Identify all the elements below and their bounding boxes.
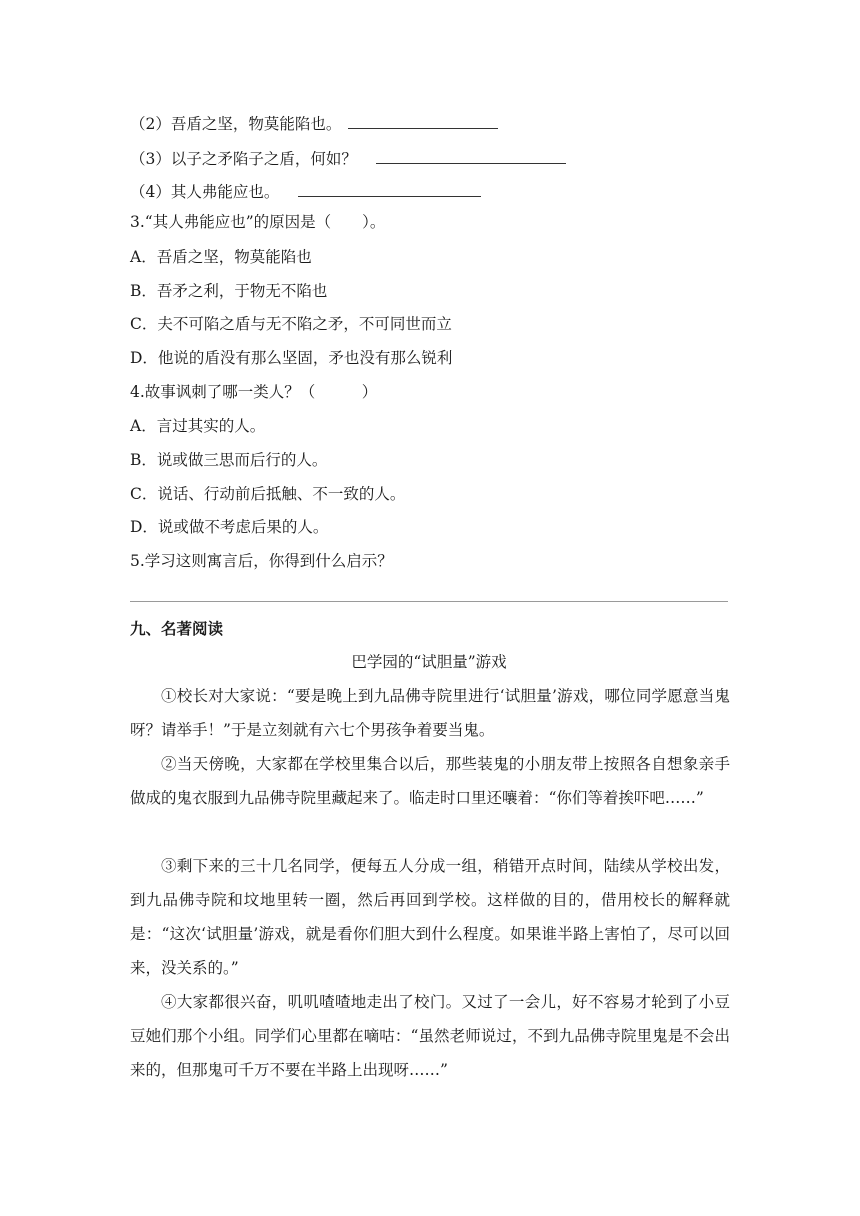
- q4-option-a: A．言过其实的人。: [130, 417, 266, 435]
- q3-option-b: B．吾矛之利，于物无不陷也: [130, 282, 328, 300]
- q2-item-3: [130, 149, 566, 168]
- q2-item-2-text: （2）吾盾之坚，物莫能陷也。: [130, 115, 342, 133]
- answer-blank-2[interactable]: [348, 114, 498, 129]
- q4-option-b: B．说或做三思而后行的人。: [130, 451, 328, 469]
- q2-item-4: [130, 182, 481, 201]
- q4-option-c: C．说话、行动前后抵触、不一致的人。: [130, 485, 406, 503]
- q2-item-4-text: （4）其人弗能应也。: [130, 183, 280, 201]
- answer-blank-3[interactable]: [376, 149, 566, 164]
- passage-title: 巴学园的“试胆量”游戏: [351, 653, 507, 671]
- q4-stem: 4.故事讽刺了哪一类人？（ ）: [130, 383, 378, 401]
- q5-stem: 5.学习这则寓言后，你得到什么启示？: [130, 552, 393, 570]
- passage-paragraph-2: ②当天傍晚，大家都在学校里集合以后，那些装鬼的小朋友带上按照各自想象亲手做成的鬼衣服到九品佛寺院里藏起来了。临走时口里还嚷着：“你们等着挨吓吧……”: [130, 755, 730, 807]
- answer-blank-4[interactable]: [298, 182, 481, 197]
- q3-stem: 3.“其人弗能应也”的原因是（ ）。: [130, 213, 386, 231]
- passage-paragraph-3: ③剩下来的三十几名同学，便每五人分成一组，稍错开点时间，陆续从学校出发，到九品佛寺院和坟地里转一圈，然后再回到学校。这样做的目的，借用校长的解释就是：“这次‘试胆量’游戏，就是看你们胆大到什么程度。如果谁半路上害怕了，尽可以回来，没关系的。”: [130, 857, 730, 977]
- section-title: 九、名著阅读: [130, 620, 224, 638]
- q3-option-a: A．吾盾之坚，物莫能陷也: [130, 248, 312, 266]
- q2-item-2: [130, 114, 498, 133]
- section-divider: [130, 601, 728, 602]
- q2-item-3-text: （3）以子之矛陷子之盾，何如？: [130, 150, 357, 168]
- passage-paragraph-4: ④大家都很兴奋，叽叽喳喳地走出了校门。又过了一会儿，好不容易才轮到了小豆豆她们那个小组。同学们心里都在嘀咕：“虽然老师说过，不到九品佛寺院里鬼是不会出来的，但那鬼可千万不要在半路上出现呀……”: [130, 993, 730, 1079]
- q3-option-d: D．他说的盾没有那么坚固，矛也没有那么锐利: [130, 349, 453, 367]
- q3-option-c: C．夫不可陷之盾与无不陷之矛，不可同世而立: [130, 315, 452, 333]
- q4-option-d: D．说或做不考虑后果的人。: [130, 518, 329, 536]
- passage-paragraph-1: ①校长对大家说：“要是晚上到九品佛寺院里进行‘试胆量’游戏，哪位同学愿意当鬼呀？请举手！”于是立刻就有六七个男孩争着要当鬼。: [130, 687, 730, 739]
